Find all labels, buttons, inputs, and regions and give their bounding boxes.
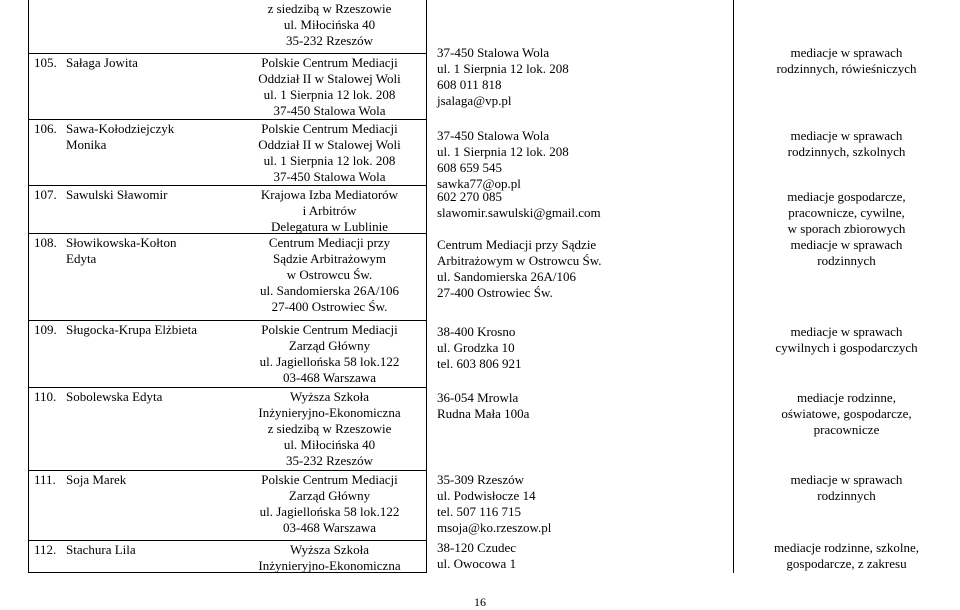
row-divider: [28, 185, 426, 186]
organization-line: Inżynieryjno-Ekonomiczna: [258, 405, 401, 420]
mediator-name: Sobolewska Edyta: [66, 389, 163, 404]
contact-line: 37-450 Stalowa Wola: [437, 128, 550, 143]
row-divider: [28, 320, 426, 321]
mediator-name: Sawa-Kołodziejczyk: [66, 121, 175, 136]
organization-line: Polskie Centrum Mediacji: [261, 55, 398, 70]
mediation-scope-line: mediacje w sprawach: [790, 324, 903, 339]
table-border-left: [28, 0, 29, 573]
mediator-name: Słowikowska-Kołton: [66, 235, 177, 250]
organization-line: Oddział II w Stalowej Woli: [258, 71, 401, 86]
row-divider: [28, 119, 426, 120]
organization-line: i Arbitrów: [302, 203, 357, 218]
mediation-scope-line: rodzinnych: [817, 253, 876, 268]
entry-number: 111.: [34, 472, 56, 487]
contact-line: 35-309 Rzeszów: [437, 472, 525, 487]
contact-line: sawka77@op.pl: [437, 176, 521, 191]
contact-line: 38-120 Czudec: [437, 540, 517, 555]
organization-line: ul. 1 Sierpnia 12 lok. 208: [263, 87, 396, 102]
organization-line: 03-468 Warszawa: [283, 520, 376, 535]
contact-line: Centrum Mediacji przy Sądzie: [437, 237, 597, 252]
organization-line: Polskie Centrum Mediacji: [261, 322, 398, 337]
organization-line: 27-400 Ostrowiec Św.: [271, 299, 388, 314]
mediation-scope-line: rodzinnych: [817, 488, 876, 503]
mediation-scope-line: w sporach zbiorowych: [787, 221, 906, 236]
organization-line: ul. Jagiellońska 58 lok.122: [259, 354, 400, 369]
contact-line: ul. 1 Sierpnia 12 lok. 208: [437, 61, 569, 76]
contact-line: slawomir.sawulski@gmail.com: [437, 205, 601, 220]
mediator-name: Sługocka-Krupa Elżbieta: [66, 322, 198, 337]
organization-line: 37-450 Stalowa Wola: [273, 169, 386, 184]
organization-line: Wyższa Szkoła: [290, 542, 369, 557]
mediator-name: Sawulski Sławomir: [66, 187, 168, 202]
contact-line: 37-450 Stalowa Wola: [437, 45, 550, 60]
organization-line: z siedzibą w Rzeszowie: [267, 1, 392, 16]
entry-number: 110.: [34, 389, 57, 404]
mediator-name: Sałaga Jowita: [66, 55, 138, 70]
entry-number: 105.: [34, 55, 57, 70]
contact-line: tel. 603 806 921: [437, 356, 522, 371]
row-divider: [28, 53, 426, 54]
mediator-name: Monika: [66, 137, 107, 152]
organization-line: Centrum Mediacji przy: [268, 235, 391, 250]
mediation-scope-line: gospodarcze, z zakresu: [786, 556, 907, 571]
contact-line: Rudna Mała 100a: [437, 406, 530, 421]
contact-line: 602 270 085: [437, 189, 502, 204]
contact-line: ul. Sandomierska 26A/106: [437, 269, 577, 284]
contact-line: tel. 507 116 715: [437, 504, 522, 519]
mediation-scope-line: mediacje w sprawach: [790, 128, 903, 143]
contact-line: msoja@ko.rzeszow.pl: [437, 520, 552, 535]
row-divider: [28, 470, 426, 471]
organization-line: 35-232 Rzeszów: [285, 453, 373, 468]
mediation-scope-line: mediacje w sprawach: [790, 45, 903, 60]
mediator-name: Stachura Lila: [66, 542, 136, 557]
organization-line: Inżynieryjno-Ekonomiczna: [258, 558, 401, 573]
contact-line: 608 659 545: [437, 160, 502, 175]
organization-line: z siedzibą w Rzeszowie: [267, 421, 392, 436]
contact-line: 36-054 Mrowla: [437, 390, 519, 405]
page-number: 16: [474, 595, 486, 609]
entry-number: 112.: [34, 542, 57, 557]
contact-line: Arbitrażowym w Ostrowcu Św.: [437, 253, 602, 268]
mediation-scope-line: rodzinnych, szkolnych: [787, 144, 906, 159]
mediation-scope-line: mediacje rodzinne,: [797, 390, 896, 405]
mediation-scope-line: mediacje w sprawach: [790, 237, 903, 252]
contact-line: ul. Podwisłocze 14: [437, 488, 536, 503]
entry-number: 106.: [34, 121, 57, 136]
entry-number: 109.: [34, 322, 57, 337]
mediator-name: Soja Marek: [66, 472, 127, 487]
organization-line: Zarząd Główny: [288, 488, 371, 503]
mediation-scope-line: mediacje rodzinne, szkolne,: [773, 540, 920, 555]
organization-line: ul. Miłocińska 40: [283, 437, 376, 452]
organization-line: 03-468 Warszawa: [283, 370, 376, 385]
contact-line: 38-400 Krosno: [437, 324, 516, 339]
contact-line: 27-400 Ostrowiec Św.: [437, 285, 553, 300]
contact-line: jsalaga@vp.pl: [437, 93, 512, 108]
organization-line: Sądzie Arbitrażowym: [273, 251, 386, 266]
row-divider: [28, 540, 426, 541]
mediation-scope-line: oświatowe, gospodarcze,: [781, 406, 912, 421]
organization-line: Zarząd Główny: [288, 338, 371, 353]
organization-line: ul. Sandomierska 26A/106: [259, 283, 399, 298]
organization-line: Krajowa Izba Mediatorów: [260, 187, 399, 202]
contact-line: ul. 1 Sierpnia 12 lok. 208: [437, 144, 569, 159]
organization-line: ul. Miłocińska 40: [283, 17, 376, 32]
organization-line: w Ostrowcu Św.: [286, 267, 373, 282]
organization-line: Oddział II w Stalowej Woli: [258, 137, 401, 152]
mediator-name: Edyta: [66, 251, 97, 266]
organization-line: 35-232 Rzeszów: [285, 33, 373, 48]
row-divider: [28, 387, 426, 388]
organization-line: Polskie Centrum Mediacji: [261, 121, 398, 136]
mediation-scope-line: pracownicze, cywilne,: [788, 205, 905, 220]
mediation-scope-line: pracownicze: [813, 422, 880, 437]
organization-line: 37-450 Stalowa Wola: [273, 103, 386, 118]
contact-line: ul. Owocowa 1: [437, 556, 517, 571]
mediation-scope-line: rodzinnych, rówieśniczych: [776, 61, 917, 76]
entry-number: 108.: [34, 235, 57, 250]
contact-line: 608 011 818: [437, 77, 502, 92]
organization-line: Delegatura w Lublinie: [271, 219, 388, 234]
organization-line: ul. 1 Sierpnia 12 lok. 208: [263, 153, 396, 168]
organization-line: Polskie Centrum Mediacji: [261, 472, 398, 487]
mediation-scope-line: mediacje gospodarcze,: [787, 189, 906, 204]
organization-line: ul. Jagiellońska 58 lok.122: [259, 504, 400, 519]
entry-number: 107.: [34, 187, 57, 202]
contact-line: ul. Grodzka 10: [437, 340, 515, 355]
mediation-scope-line: mediacje w sprawach: [790, 472, 903, 487]
organization-line: Wyższa Szkoła: [290, 389, 369, 404]
mediation-scope-line: cywilnych i gospodarczych: [775, 340, 918, 355]
